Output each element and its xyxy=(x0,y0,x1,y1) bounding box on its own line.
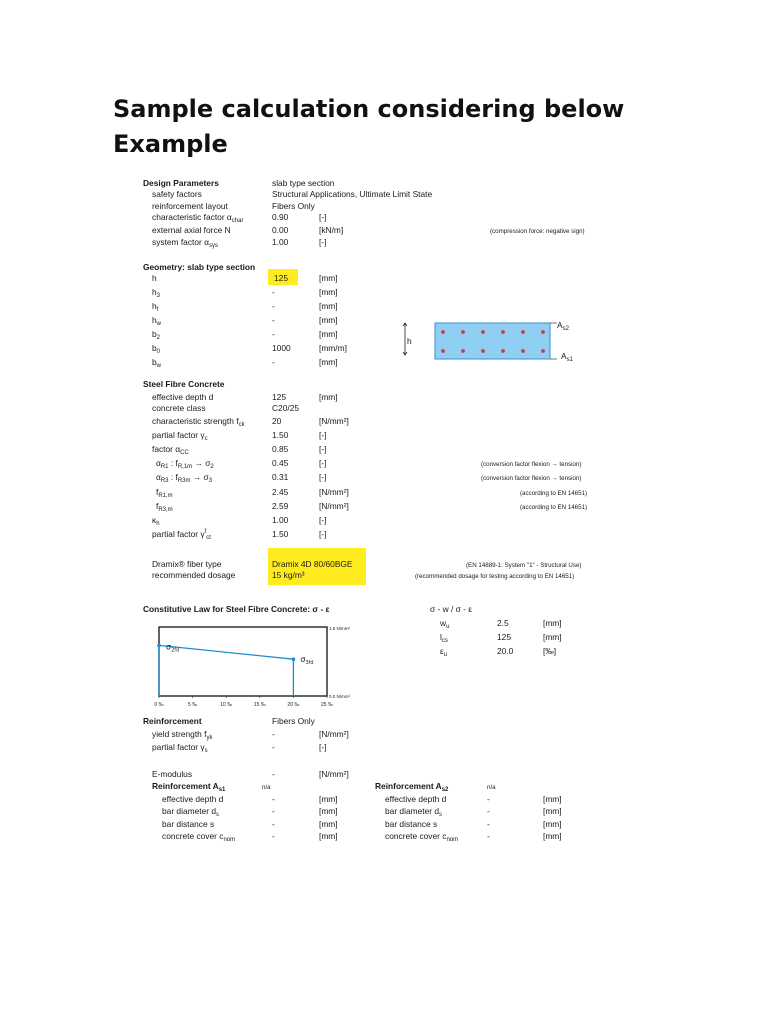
design-value: Structural Applications, Ultimate Limit State xyxy=(272,189,433,199)
emod-unit: [N/mm²] xyxy=(319,769,349,779)
sfc-value: 0.45 xyxy=(272,458,289,468)
geometry-value: - xyxy=(272,301,275,311)
design-label: external axial force N xyxy=(152,225,231,235)
design-label: system factor $\alpha_{sys}$ xyxy=(152,237,218,249)
design-label: reinforcement layout xyxy=(152,201,228,211)
sfc-label: $\alpha_{R1}$ : $f_{R,1m} \to \sigma_2$ xyxy=(156,458,214,470)
law-param-unit: [mm] xyxy=(543,632,562,642)
sfc-label: partial factor $\gamma^f_{ct}$ xyxy=(152,529,211,541)
sfc-value: 1.00 xyxy=(272,515,289,525)
sfc-value: 1.50 xyxy=(272,430,289,440)
as1-title: Reinforcement $A_{s1}$ xyxy=(152,781,226,793)
geometry-value: 1000 xyxy=(272,343,291,353)
law-param-unit: [mm] xyxy=(543,618,562,628)
reinforcement-title: Reinforcement xyxy=(143,716,202,726)
design-label: safety factors xyxy=(152,189,202,199)
rebar-dot xyxy=(481,349,485,353)
law-param-value: 125 xyxy=(497,632,511,642)
sfc-note: (according to EN 14651) xyxy=(520,490,588,497)
sfc-label: $f_{R3,m}$ xyxy=(156,501,173,513)
design-unit: [-] xyxy=(319,237,327,247)
as1-unit: [mm] xyxy=(319,806,338,816)
reinforcement-title-value: Fibers Only xyxy=(272,716,315,726)
reinforcement-unit: [-] xyxy=(319,742,327,752)
geometry-label: $b_0$ xyxy=(152,343,161,355)
fiber-dosage-label: recommended dosage xyxy=(152,570,236,580)
rebar-dot xyxy=(541,330,545,334)
sfc-label: $\kappa_h$ xyxy=(152,515,160,527)
fiber-dosage-value: 15 kg/m³ xyxy=(272,570,305,580)
geometry-unit: [mm] xyxy=(319,315,338,325)
sfc-note: (conversion factor flexion → tension) xyxy=(481,475,582,482)
geometry-value: - xyxy=(272,287,275,297)
law-param-value: 2.5 xyxy=(497,618,509,628)
x-tick-label: 0 ‰ xyxy=(154,702,164,708)
geometry-label: $h_w$ xyxy=(152,315,162,327)
design-value: 0.00 xyxy=(272,225,289,235)
as1-label: bar distance s xyxy=(162,819,215,829)
as2-value: - xyxy=(487,831,490,841)
fiber-dosage-note: (recommended dosage for testing according to EN 14651) xyxy=(415,573,575,580)
sfc-unit: [N/mm²] xyxy=(319,416,349,426)
as1-value: - xyxy=(272,806,275,816)
law-param-label: $l_{cs}$ xyxy=(440,632,448,644)
geometry-value: - xyxy=(272,329,275,339)
law-param-label: $w_u$ xyxy=(440,618,450,630)
design-unit: [-] xyxy=(319,212,327,222)
geometry-label: $b_w$ xyxy=(152,357,162,369)
sfc-note: (conversion factor flexion → tension) xyxy=(481,461,582,468)
geometry-value: 125 xyxy=(274,273,288,283)
chart-point xyxy=(292,657,296,661)
rebar-dot xyxy=(521,330,525,334)
sfc-unit: [-] xyxy=(319,515,327,525)
as2-unit: [mm] xyxy=(543,794,562,804)
sfc-label: effective depth d xyxy=(152,392,214,402)
geometry-unit: [mm] xyxy=(319,301,338,311)
fiber-type-note: (EN 14889-1: System "1" - Structural Use) xyxy=(466,562,582,569)
geometry-unit: [mm] xyxy=(319,273,338,283)
design-note: (compression force: negative sign) xyxy=(490,228,585,235)
sfc-unit: [N/mm²] xyxy=(319,487,349,497)
geometry-label: $h_3$ xyxy=(152,287,161,299)
sfc-label: partial factor $\gamma_c$ xyxy=(152,430,208,442)
x-tick-label: 20 ‰ xyxy=(287,702,300,708)
rebar-dot xyxy=(461,349,465,353)
reinforcement-label: partial factor $\gamma_s$ xyxy=(152,742,208,754)
as1-value: - xyxy=(272,794,275,804)
geometry-value: - xyxy=(272,357,275,367)
law-param-unit: [‰] xyxy=(543,646,557,656)
sfc-unit: [-] xyxy=(319,430,327,440)
rebar-dot xyxy=(441,330,445,334)
as2-value: - xyxy=(487,819,490,829)
law-param-value: 20.0 xyxy=(497,646,514,656)
fiber-type-value: Dramix 4D 80/60BGE xyxy=(272,559,353,569)
constitutive-law-chart xyxy=(140,620,370,712)
as2-label: effective depth d xyxy=(385,794,447,804)
as1-unit: [mm] xyxy=(319,794,338,804)
emod-label: E-modulus xyxy=(152,769,193,779)
sfc-unit: [-] xyxy=(319,472,327,482)
diagram-as1-label: $A_{s1}$ xyxy=(561,351,573,363)
sfc-value: 20 xyxy=(272,416,282,426)
x-tick-label: 25 ‰ xyxy=(321,702,333,708)
as2-label: bar diameter $d_s$ xyxy=(385,806,442,818)
design-title-value: slab type section xyxy=(272,178,335,188)
as2-label: bar distance s xyxy=(385,819,438,829)
geometry-unit: [mm/m] xyxy=(319,343,347,353)
design-label: characteristic factor $\alpha_{char}$ xyxy=(152,212,244,224)
diagram-as2-label: $A_{s2}$ xyxy=(557,320,569,332)
rebar-dot xyxy=(461,330,465,334)
sfc-unit: [-] xyxy=(319,444,327,454)
rebar-dot xyxy=(521,349,525,353)
sfc-note: (according to EN 14651) xyxy=(520,504,588,511)
design-unit: [kN/m] xyxy=(319,225,344,235)
sfc-label: $\alpha_{R3}$ : $f_{R3m} \to \sigma_3$ xyxy=(156,472,213,484)
as1-unit: [mm] xyxy=(319,819,338,829)
design-value: Fibers Only xyxy=(272,201,315,211)
sfc-unit: [-] xyxy=(319,458,327,468)
reinforcement-value: - xyxy=(272,729,275,739)
as1-label: concrete cover $c_{nom}$ xyxy=(162,831,236,843)
as2-value: - xyxy=(487,806,490,816)
chart-point xyxy=(157,644,161,648)
as1-value: - xyxy=(272,819,275,829)
diagram-h-label: h xyxy=(407,336,412,346)
sfc-unit: [-] xyxy=(319,529,327,539)
fiber-type-label: Dramix® fiber type xyxy=(152,559,222,569)
x-tick-label: 5 ‰ xyxy=(188,702,198,708)
as2-value: - xyxy=(487,794,490,804)
rebar-dot xyxy=(501,330,505,334)
geometry-title: Geometry: slab type section xyxy=(143,262,256,272)
sfc-value: 0.85 xyxy=(272,444,289,454)
design-value: 1.00 xyxy=(272,237,289,247)
sfc-value: 2.59 xyxy=(272,501,289,511)
sfc-value: 125 xyxy=(272,392,286,402)
chart-point-label: $\sigma_{2fd}$ xyxy=(166,642,180,654)
x-tick-label: 15 ‰ xyxy=(253,702,266,708)
rebar-dot xyxy=(481,330,485,334)
emod-value: - xyxy=(272,769,275,779)
geometry-label: h xyxy=(152,273,157,283)
as2-title: Reinforcement $A_{s2}$ xyxy=(375,781,449,793)
geometry-label: $h_f$ xyxy=(152,301,159,313)
x-tick-label: 10 ‰ xyxy=(220,702,233,708)
reinforcement-label: yield strength $f_{yk}$ xyxy=(152,729,213,741)
design-value: 0.90 xyxy=(272,212,289,222)
as1-label: bar diameter $d_s$ xyxy=(162,806,219,818)
sfc-value: 2.45 xyxy=(272,487,289,497)
reinforcement-unit: [N/mm²] xyxy=(319,729,349,739)
y-bottom-label: 0.0 N/mm² xyxy=(329,694,351,699)
rebar-dot xyxy=(501,349,505,353)
geometry-unit: [mm] xyxy=(319,329,338,339)
law-right-title: σ - w / σ - ε xyxy=(430,604,472,614)
geometry-label: $b_2$ xyxy=(152,329,161,341)
sfc-label: characteristic strength $f_{ck}$ xyxy=(152,416,245,428)
page-title: Sample calculation considering below Example xyxy=(113,95,625,158)
geometry-value: - xyxy=(272,315,275,325)
sfc-title: Steel Fibre Concrete xyxy=(143,379,225,389)
sfc-value: 0.31 xyxy=(272,472,289,482)
sfc-label: concrete class xyxy=(152,403,206,413)
as1-value: - xyxy=(272,831,275,841)
sfc-unit: [N/mm²] xyxy=(319,501,349,511)
geometry-unit: [mm] xyxy=(319,287,338,297)
as2-unit: [mm] xyxy=(543,831,562,841)
as2-label: concrete cover $c_{nom}$ xyxy=(385,831,459,843)
sfc-value: 1.50 xyxy=(272,529,289,539)
sfc-unit: [mm] xyxy=(319,392,338,402)
law-param-label: $\varepsilon_u$ xyxy=(440,646,448,658)
reinforcement-value: - xyxy=(272,742,275,752)
sfc-label: $f_{R1,m}$ xyxy=(156,487,173,499)
law-title: Constitutive Law for Steel Fibre Concrete: σ - ε xyxy=(143,604,330,614)
sfc-value: C20/25 xyxy=(272,403,300,413)
y-top-label: 1.5 N/mm² xyxy=(329,626,351,631)
as2-title-value: n/a xyxy=(487,784,496,791)
chart-point-label: $\sigma_{3fd}$ xyxy=(300,655,314,667)
as2-unit: [mm] xyxy=(543,819,562,829)
design-title: Design Parameters xyxy=(143,178,219,188)
as1-label: effective depth d xyxy=(162,794,224,804)
slab-rect xyxy=(435,323,550,359)
sfc-label: factor $\alpha_{CC}$ xyxy=(152,444,189,456)
rebar-dot xyxy=(541,349,545,353)
rebar-dot xyxy=(441,349,445,353)
as1-unit: [mm] xyxy=(319,831,338,841)
geometry-unit: [mm] xyxy=(319,357,338,367)
as1-title-value: n/a xyxy=(262,784,271,791)
as2-unit: [mm] xyxy=(543,806,562,816)
